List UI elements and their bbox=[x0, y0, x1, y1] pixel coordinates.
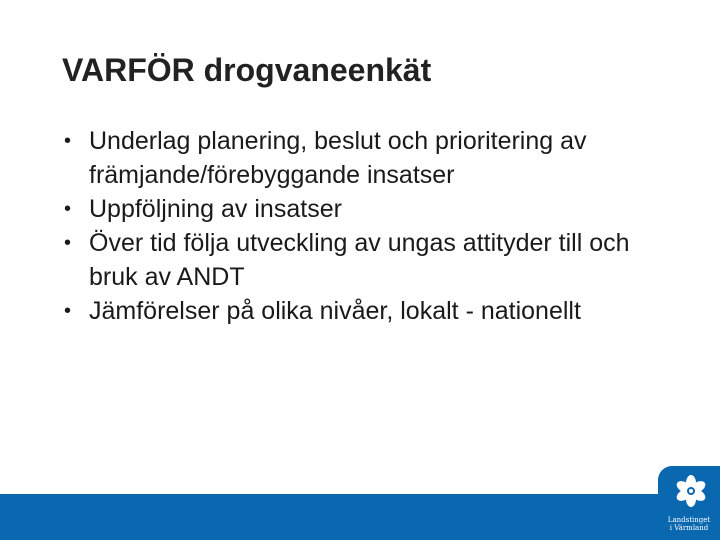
organization-logo bbox=[658, 466, 720, 540]
bullet-list bbox=[62, 124, 662, 328]
bullet-icon: • bbox=[64, 300, 72, 322]
bullet-icon: • bbox=[64, 232, 72, 254]
logo-text-line2: i Värmland bbox=[669, 524, 709, 532]
bullet-text: Jämförelser på olika nivåer, lokalt - nationellt bbox=[89, 297, 581, 325]
footer-bar bbox=[0, 494, 720, 540]
logo-text-line1: Landstinget bbox=[667, 516, 711, 524]
bullet-text: Uppföljning av insatser bbox=[89, 195, 342, 223]
bullet-icon: • bbox=[64, 130, 72, 152]
bullet-item bbox=[62, 294, 662, 328]
bullet-text: Underlag planering, beslut och prioritering av främjande/förebyggande insatser bbox=[89, 127, 587, 189]
slide-title: VARFÖR drogvaneenkät bbox=[62, 52, 432, 88]
flower-star-icon bbox=[674, 474, 708, 508]
bullet-item bbox=[62, 192, 662, 226]
bullet-icon: • bbox=[64, 198, 72, 220]
bullet-item bbox=[62, 226, 662, 294]
bullet-item bbox=[62, 124, 662, 192]
bullet-text: Över tid följa utveckling av ungas attityder till och bruk av ANDT bbox=[89, 229, 630, 291]
